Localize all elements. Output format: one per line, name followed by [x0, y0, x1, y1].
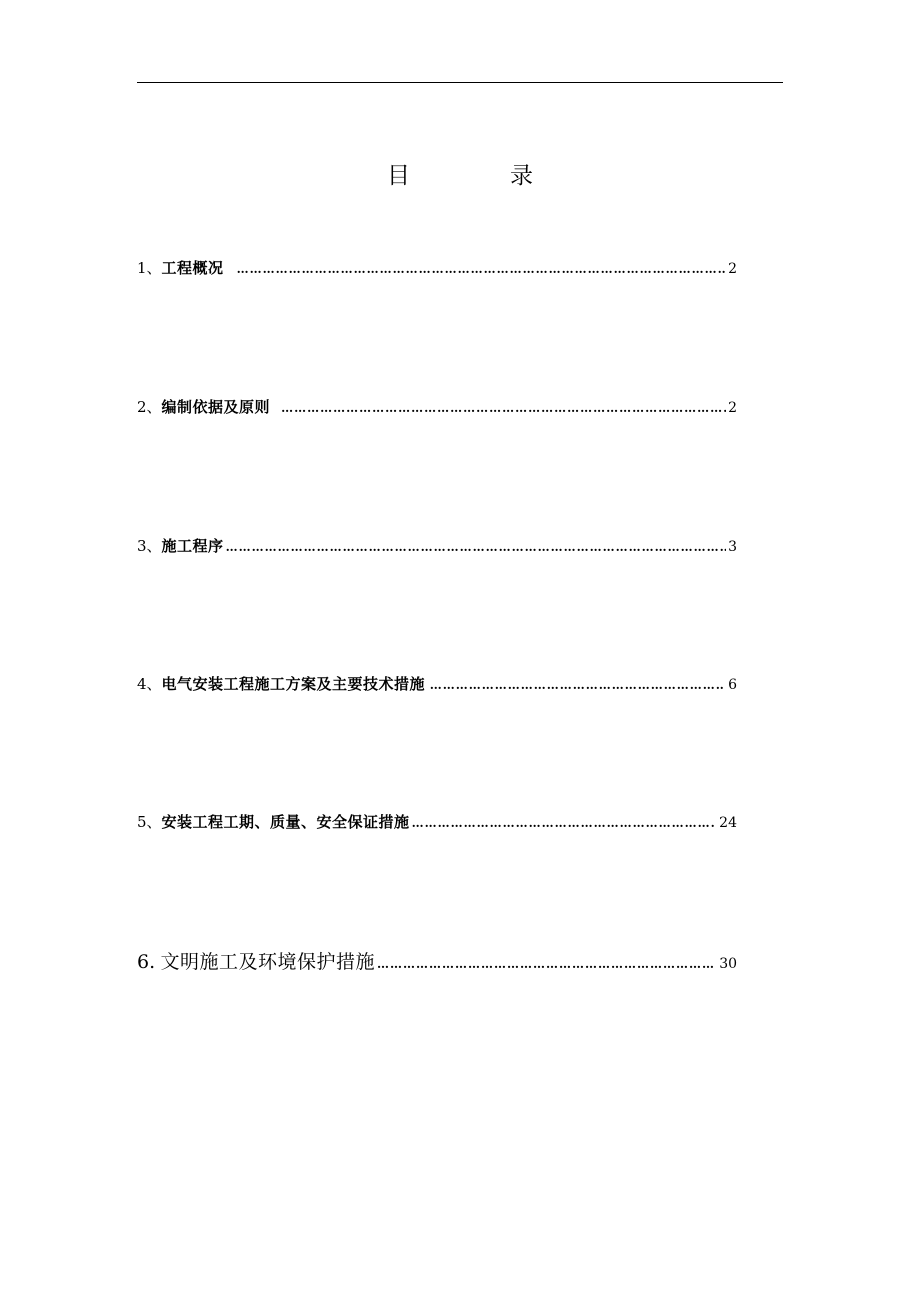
toc-entry-label: 电气安装工程施工方案及主要技术措施: [161, 675, 426, 693]
title-char-2: 录: [510, 163, 533, 189]
toc-entry-label: 编制依据及原则: [161, 398, 271, 416]
toc-leader-dots: [281, 395, 726, 421]
toc-entry-page: 30: [719, 956, 738, 972]
toc-entry-page: 3: [728, 539, 737, 555]
page-title: [0, 160, 920, 192]
toc-entry-number: 6.: [137, 951, 156, 973]
toc-entry-label: 工程概况: [161, 259, 224, 277]
toc-entry-page: 2: [728, 261, 737, 277]
toc-entry-label: 文明施工及环境保护措施: [160, 951, 375, 973]
toc-entry-label: 安装工程工期、质量、安全保证措施: [161, 813, 410, 831]
toc-entry-number: 2、: [137, 398, 162, 416]
toc-leader-dots: [377, 951, 713, 977]
header-rule: [137, 82, 783, 83]
toc-entry[interactable]: [137, 671, 737, 697]
toc-entry-number: 4、: [137, 675, 162, 693]
toc-leader-dots: [226, 534, 727, 560]
title-char-1: 目: [387, 163, 410, 189]
toc-entry[interactable]: [137, 949, 737, 975]
toc-leader-dots: [430, 672, 724, 698]
toc-leader-dots: [412, 810, 714, 836]
toc-entry[interactable]: [137, 533, 737, 559]
toc-entry[interactable]: [137, 809, 737, 835]
toc-entry-number: 3、: [137, 537, 162, 555]
toc-entry-page: 6: [728, 677, 737, 693]
toc-entry-page: 24: [719, 815, 737, 831]
toc-entry[interactable]: [137, 394, 737, 420]
toc-entry-page: 2: [728, 400, 737, 416]
toc-leader-dots: [237, 256, 726, 282]
toc-entry[interactable]: [137, 255, 737, 281]
toc-entry-label: 施工程序: [161, 537, 224, 555]
toc-entry-number: 5、: [137, 813, 162, 831]
toc-entry-number: 1、: [137, 259, 162, 277]
